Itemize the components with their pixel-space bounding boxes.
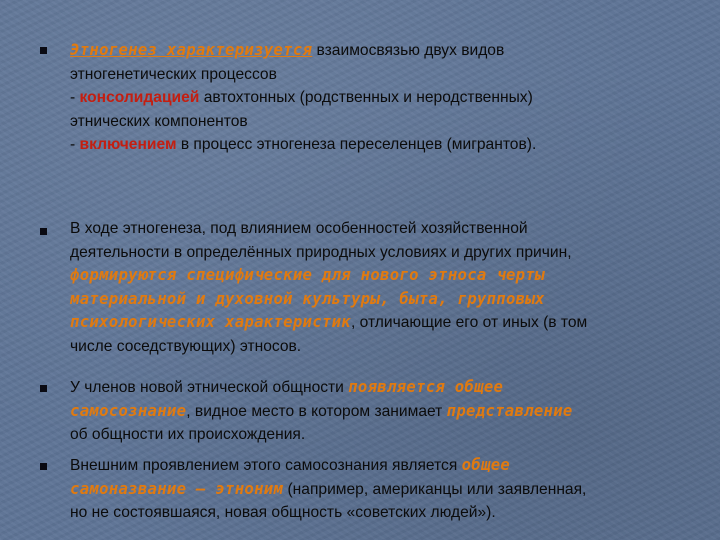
- text-line: [70, 39, 688, 63]
- bullet-1: [40, 47, 47, 54]
- paragraph-self-awareness: [70, 376, 688, 447]
- text-line: [70, 241, 688, 265]
- emphasis-orange: появляется общее: [348, 378, 504, 396]
- text-run: Внешним проявлением этого самосознания является: [70, 457, 462, 474]
- emphasis-red: консолидацией: [79, 89, 200, 106]
- emphasis-orange: психологических характеристик: [70, 313, 351, 331]
- emphasis-orange: самосознание: [70, 401, 187, 420]
- text-run: об общности их происхождения.: [70, 426, 306, 443]
- emphasis-orange-underlined: Этногенез характеризуется: [70, 41, 313, 59]
- emphasis-orange: материальной и духовной культуры, быта, групповых: [70, 289, 545, 308]
- text-line: [70, 454, 688, 478]
- bullet-4: [40, 463, 47, 470]
- text-line: [70, 501, 688, 525]
- text-run: числе соседствующих) этносов.: [70, 337, 302, 355]
- text-line: [70, 423, 688, 447]
- text-line: [70, 311, 688, 335]
- text-line: [70, 217, 688, 241]
- text-line: [70, 264, 688, 288]
- text-line: [70, 110, 688, 134]
- bullet-2: [40, 228, 47, 235]
- text-run: автохтонных (родственных и неродственных): [199, 89, 533, 106]
- emphasis-orange: общее: [461, 456, 511, 474]
- text-run: деятельности в определённых природных условиях и других причин,: [70, 243, 572, 261]
- text-line: [70, 335, 688, 359]
- paragraph-ethnonym: [70, 454, 688, 525]
- text-run: , отличающие его от иных (в том: [350, 314, 588, 331]
- text-line: [70, 478, 688, 502]
- text-run: но не состоявшаяся, новая общность «советских людей»).: [70, 504, 496, 521]
- text-run: взаимосвязью двух видов: [312, 42, 505, 59]
- text-run: -: [70, 136, 80, 153]
- text-line: [70, 400, 688, 424]
- text-line: [70, 86, 688, 110]
- text-line: [70, 63, 688, 87]
- emphasis-red: включением: [79, 136, 177, 153]
- text-run: -: [70, 89, 80, 106]
- text-line: [70, 288, 688, 312]
- emphasis-orange: формируются специфические для нового этноса черты: [70, 266, 545, 284]
- text-run: этнических компонентов: [70, 112, 248, 130]
- text-line: [70, 133, 688, 157]
- text-line: [70, 376, 688, 400]
- text-run: , видное место в котором занимает: [186, 402, 447, 420]
- paragraph-ethnogenesis-processes: [70, 39, 688, 157]
- text-run: В ходе этногенеза, под влиянием особенностей хозяйственной: [70, 220, 528, 237]
- text-run: У членов новой этнической общности: [70, 379, 349, 396]
- paragraph-ethnic-traits: [70, 217, 688, 358]
- text-run: этногенетических процессов: [70, 65, 277, 83]
- text-run: (например, американцы или заявленная,: [283, 480, 587, 498]
- emphasis-orange: самоназвание — этноним: [70, 479, 284, 498]
- text-run: в процесс этногенеза переселенцев (мигрантов).: [176, 136, 537, 153]
- bullet-3: [40, 385, 47, 392]
- emphasis-orange: представление: [446, 401, 573, 420]
